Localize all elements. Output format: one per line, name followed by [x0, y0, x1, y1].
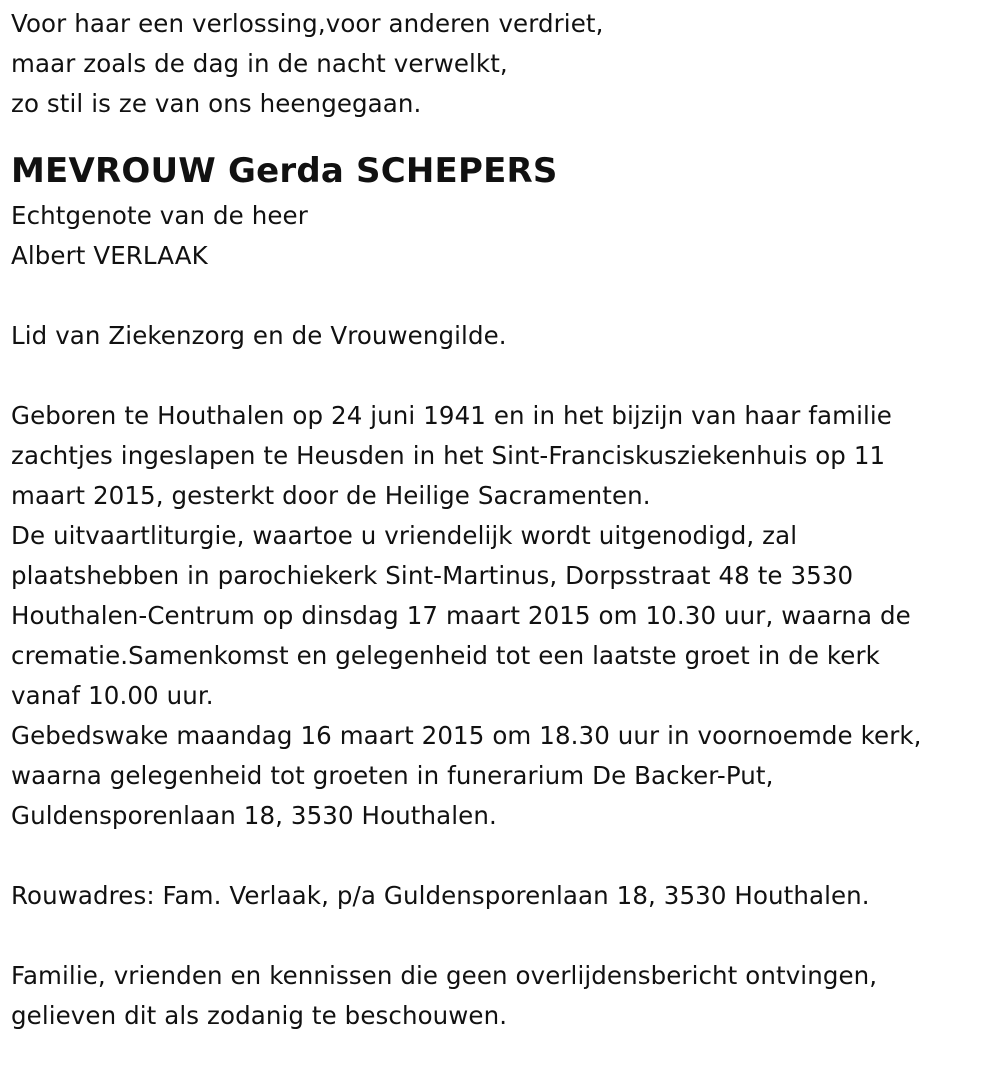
details-line: De uitvaartliturgie, waartoe u vriendelijk wordt uitgenodigd, zal — [11, 521, 798, 550]
closing-line: Familie, vrienden en kennissen die geen overlijdensbericht ontvingen, — [11, 961, 878, 990]
poem-line: Voor haar een verlossing,voor anderen verdriet, — [11, 9, 604, 38]
details-line: Geboren te Houthalen op 24 juni 1941 en in het bijzijn van haar familie — [11, 401, 892, 430]
details-line: Gebedswake maandag 16 maart 2015 om 18.30 uur in voornoemde kerk, — [11, 721, 922, 750]
details-line: vanaf 10.00 uur. — [11, 681, 214, 710]
spouse-name: Albert VERLAAK — [11, 241, 208, 270]
spacer — [11, 916, 991, 956]
details-line: maart 2015, gesterkt door de Heilige Sacramenten. — [11, 481, 651, 510]
spouse-info — [11, 196, 991, 276]
details-line: plaatshebben in parochiekerk Sint-Martinus, Dorpsstraat 48 te 3530 — [11, 561, 854, 590]
spacer — [11, 356, 991, 396]
mourning-address: Rouwadres: Fam. Verlaak, p/a Guldensporenlaan 18, 3530 Houthalen. — [11, 881, 870, 910]
spacer — [11, 276, 991, 316]
details-line: crematie.Samenkomst en gelegenheid tot een laatste groet in de kerk — [11, 641, 880, 670]
deceased-name: MEVROUW Gerda SCHEPERS — [11, 151, 558, 191]
details-line: Guldensporenlaan 18, 3530 Houthalen. — [11, 801, 497, 830]
spacer — [11, 836, 991, 876]
details-line: Houthalen-Centrum op dinsdag 17 maart 2015 om 10.30 uur, waarna de — [11, 601, 911, 630]
details-paragraph — [11, 396, 991, 836]
obituary-notice — [11, 4, 991, 1036]
poem-line: maar zoals de dag in de nacht verwelkt, — [11, 49, 508, 78]
spouse-line: Echtgenote van de heer — [11, 201, 308, 230]
poem — [11, 4, 991, 124]
closing-line: gelieven dit als zodanig te beschouwen. — [11, 1001, 508, 1030]
poem-line: zo stil is ze van ons heengegaan. — [11, 89, 422, 118]
closing-note — [11, 956, 991, 1036]
details-line: waarna gelegenheid tot groeten in funerarium De Backer-Put, — [11, 761, 774, 790]
membership: Lid van Ziekenzorg en de Vrouwengilde. — [11, 321, 507, 350]
details-line: zachtjes ingeslapen te Heusden in het Sint-Franciskusziekenhuis op 11 — [11, 441, 886, 470]
